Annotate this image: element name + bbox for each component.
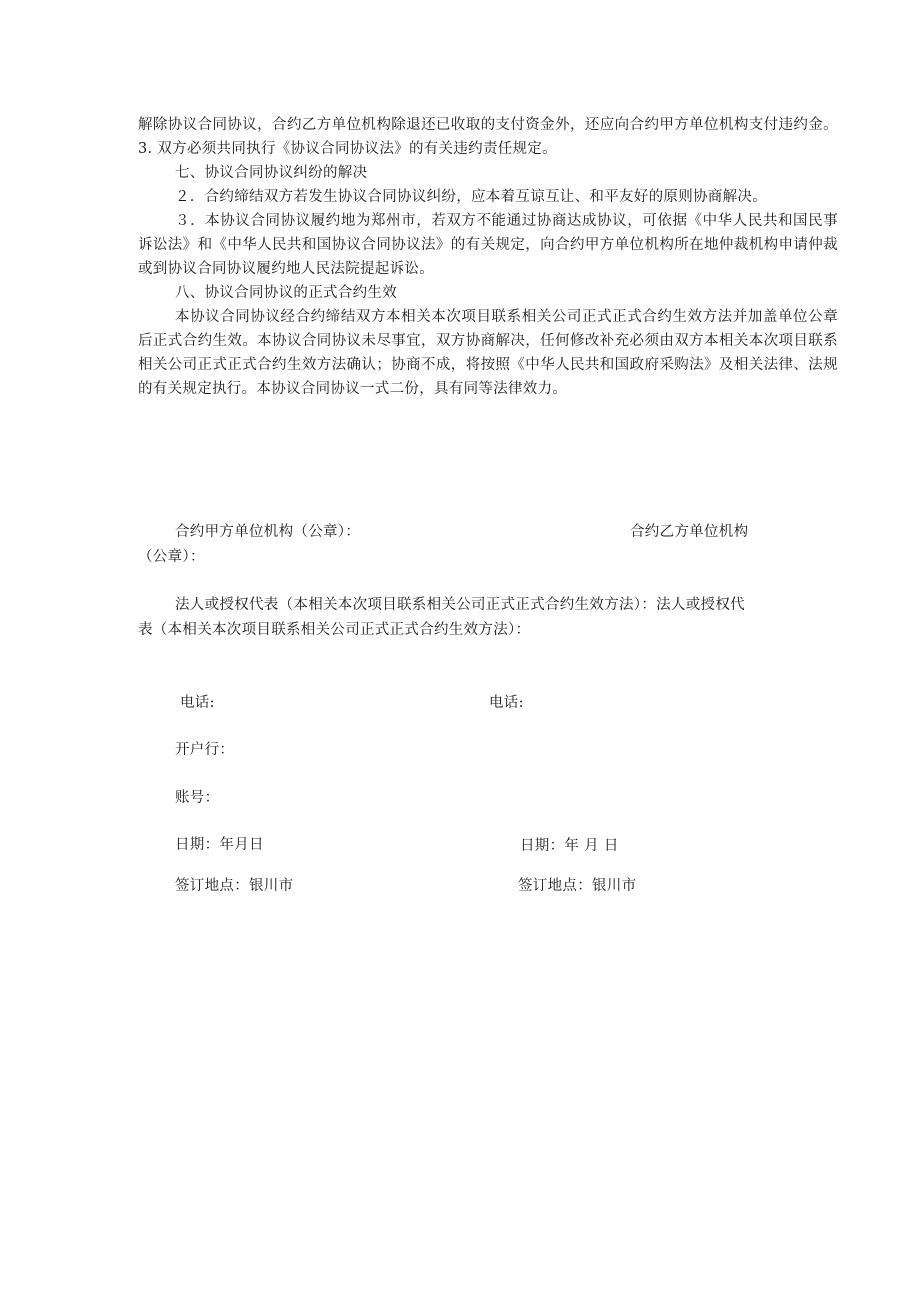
party-b-seal-label: （公章）：	[138, 549, 205, 565]
contract-body	[138, 113, 838, 401]
party-a-signing-place: 签订地点：银川市	[175, 878, 294, 894]
clause-arbitration: ３．本协议合同协议履约地为郑州市，若双方不能通过协商达成协议，可依据《中华人民共和国民事诉讼法》和《中华人民共和国协议合同协议法》的有关规定，向合约甲方单位机构所在地仲裁机构申请仲裁或到协议合同协议履约地人民法院提起诉讼。	[138, 213, 838, 277]
party-a-date: 日期：年月日	[175, 837, 264, 853]
paragraph-effectiveness: 本协议合同协议经合约缔结双方本相关本次项目联系相关公司正式正式合约生效方法并加盖单位公章后正式合约生效。本协议合同协议未尽事宜，双方协商解决，任何修改补充必须由双方本相关本次项目联系相关公司正式正式合约生效方法确认；协商不成，将按照《中华人民共和国政府采购法》及相关法律、法规的有关规定执行。本协议合同协议一式二份，具有同等法律效力。	[138, 309, 838, 397]
representative-line-2: 表（本相关本次项目联系相关公司正式正式合约生效方法）：	[138, 622, 531, 638]
party-a-seal-label: 合约甲方单位机构（公章）：	[175, 524, 361, 540]
party-a-phone: 电话:	[180, 695, 215, 711]
heading-dispute-resolution: 七、协议合同协议纠纷的解决	[175, 165, 368, 181]
party-b-date: 日期：年 月 日	[520, 838, 619, 854]
account-label: 账号：	[175, 790, 220, 806]
paragraph-penalty: 解除协议合同协议，合约乙方单位机构除退还已收取的支付资金外，还应向合约甲方单位机构支付违约金。3. 双方必须共同执行《协议合同协议法》的有关违约责任规定。	[138, 117, 838, 157]
representative-line-1: 法人或授权代表（本相关本次项目联系相关公司正式正式合约生效方法）：法人或授权代	[175, 597, 745, 613]
party-b-label: 合约乙方单位机构	[630, 524, 749, 540]
party-b-phone: 电话:	[489, 695, 524, 711]
bank-label: 开户行：	[175, 742, 235, 758]
heading-effectiveness: 八、协议合同协议的正式合约生效	[175, 285, 397, 301]
party-b-signing-place: 签订地点：银川市	[518, 878, 637, 894]
clause-negotiation: ２．合约缔结双方若发生协议合同协议纠纷，应本着互谅互让、和平友好的原则协商解决。	[175, 189, 767, 205]
